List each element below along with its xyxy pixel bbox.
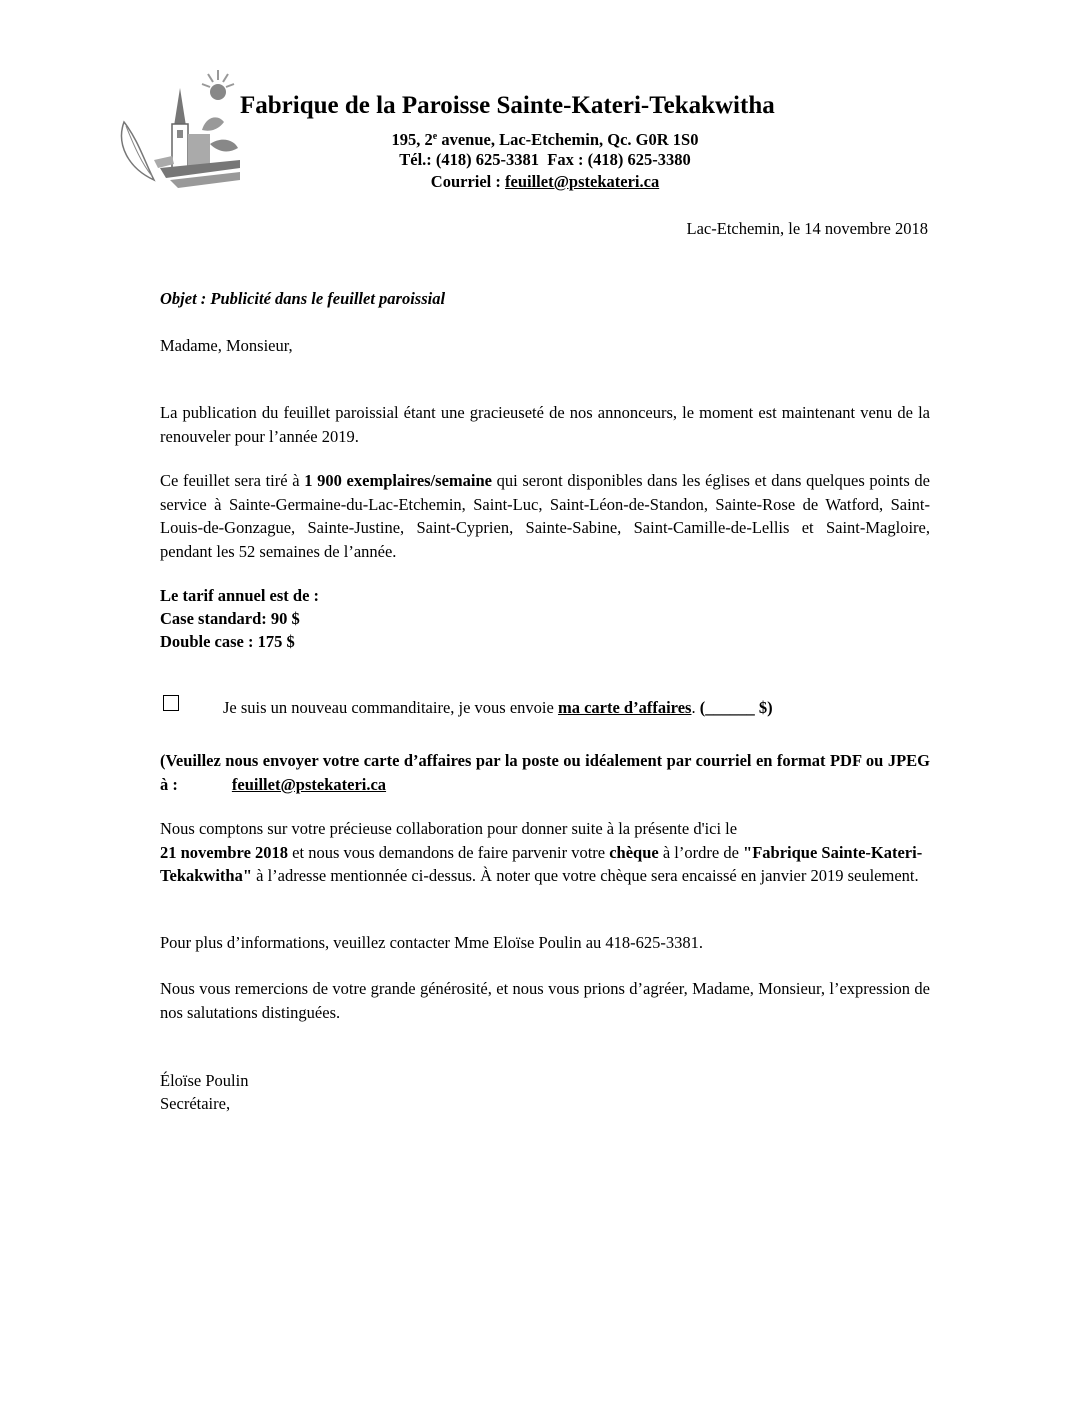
address-rest: avenue, Lac-Etchemin, Qc. G0R 1S0 [437, 130, 699, 149]
instructions-paragraph [160, 749, 930, 796]
paragraph-intro: La publication du feuillet paroissial étant une gracieuseté de nos annonceurs, le moment est maintenant venu de la renouveler pour l’année 2019. [160, 403, 930, 446]
salutation: Madame, Monsieur, [160, 336, 293, 355]
parish-logo-icon [114, 64, 244, 188]
email-line [240, 172, 850, 192]
signature-title: Secrétaire, [160, 1094, 231, 1113]
instructions-text: (Veuillez nous envoyer votre carte d’affaires par la poste ou idéalement par courriel en format PDF ou JPEG à : [160, 751, 930, 794]
instructions-email-link[interactable]: feuillet@pstekateri.ca [231, 774, 387, 794]
order-text: Je suis un nouveau commanditaire, je vous envoie [223, 698, 558, 717]
p3-text-b: et nous vous demandons de faire parvenir votre [288, 842, 610, 862]
order-amount-blank[interactable]: ______ [705, 698, 755, 717]
p3-deadline-date: 21 novembre 2018 [160, 842, 289, 862]
order-amount-close: $) [754, 698, 773, 717]
order-amount-open: ( [699, 698, 706, 717]
header-email-link[interactable]: feuillet@pstekateri.ca [505, 172, 660, 191]
address-line [240, 130, 850, 150]
paragraph-deadline [160, 817, 930, 888]
new-sponsor-line [223, 698, 773, 718]
new-sponsor-checkbox[interactable] [163, 695, 179, 711]
paragraph-distribution [160, 469, 930, 563]
p2-text-b: qui seront disponibles dans les églises et dans quelques points de service à Sainte-Germaine-du-Lac-Etchemin, Saint-Luc, Saint-Léon-de-Standon, Sainte-Rose de Watford, Saint-Louis-de-Gonzague, Sainte-Justine, Saint-Cyprien, Sainte-Sabine, Saint-Camille-de-Lellis et Saint-Magloire, pendant les 52 semaines de l’année. [160, 471, 930, 561]
p3-payee: "Fabrique Sainte-Kateri-Tekakwitha" [160, 842, 923, 885]
paragraph-closing: Nous vous remercions de votre grande générosité, et nous vous prions d’agréer, Madame, Monsieur, l’expression de nos salutations distinguées. [160, 979, 930, 1022]
p3-text-a: Nous comptons sur votre précieuse collaboration pour donner suite à la présente d'ici le [160, 819, 738, 838]
email-label: Courriel : [430, 172, 506, 191]
p3-cheque: chèque [609, 842, 659, 862]
org-name: Fabrique de la Paroisse Sainte-Kateri-Tekakwitha [240, 92, 775, 119]
paragraph-contact: Pour plus d’informations, veuillez contacter Mme Eloïse Poulin au 418-625-3381. [160, 933, 704, 952]
tarif-title: Le tarif annuel est de : [160, 586, 320, 605]
p3-text-d: à l’adresse mentionnée ci-dessus. À noter que votre chèque sera encaissé en janvier 2019 seulement. [252, 866, 919, 885]
business-card-link: ma carte d’affaires [557, 698, 692, 717]
tarif-double: Double case : 175 $ [160, 632, 295, 651]
letter-date: Lac-Etchemin, le 14 novembre 2018 [686, 219, 928, 238]
p3-text-c: à l’ordre de [658, 842, 744, 862]
order-dot: . [691, 698, 700, 717]
phone-fax-line: Tél.: (418) 625-3381 Fax : (418) 625-3380 [399, 150, 691, 169]
tarif-standard: Case standard: 90 $ [160, 609, 300, 628]
p2-text-a: Ce feuillet sera tiré à [160, 471, 305, 490]
signature-name: Éloïse Poulin [160, 1071, 249, 1090]
address-superscript: e [432, 131, 438, 142]
letter-object: Objet : Publicité dans le feuillet paroissial [160, 289, 446, 308]
p2-copies-bold: 1 900 exemplaires/semaine [304, 471, 492, 490]
address-number: 195, 2 [391, 130, 433, 149]
